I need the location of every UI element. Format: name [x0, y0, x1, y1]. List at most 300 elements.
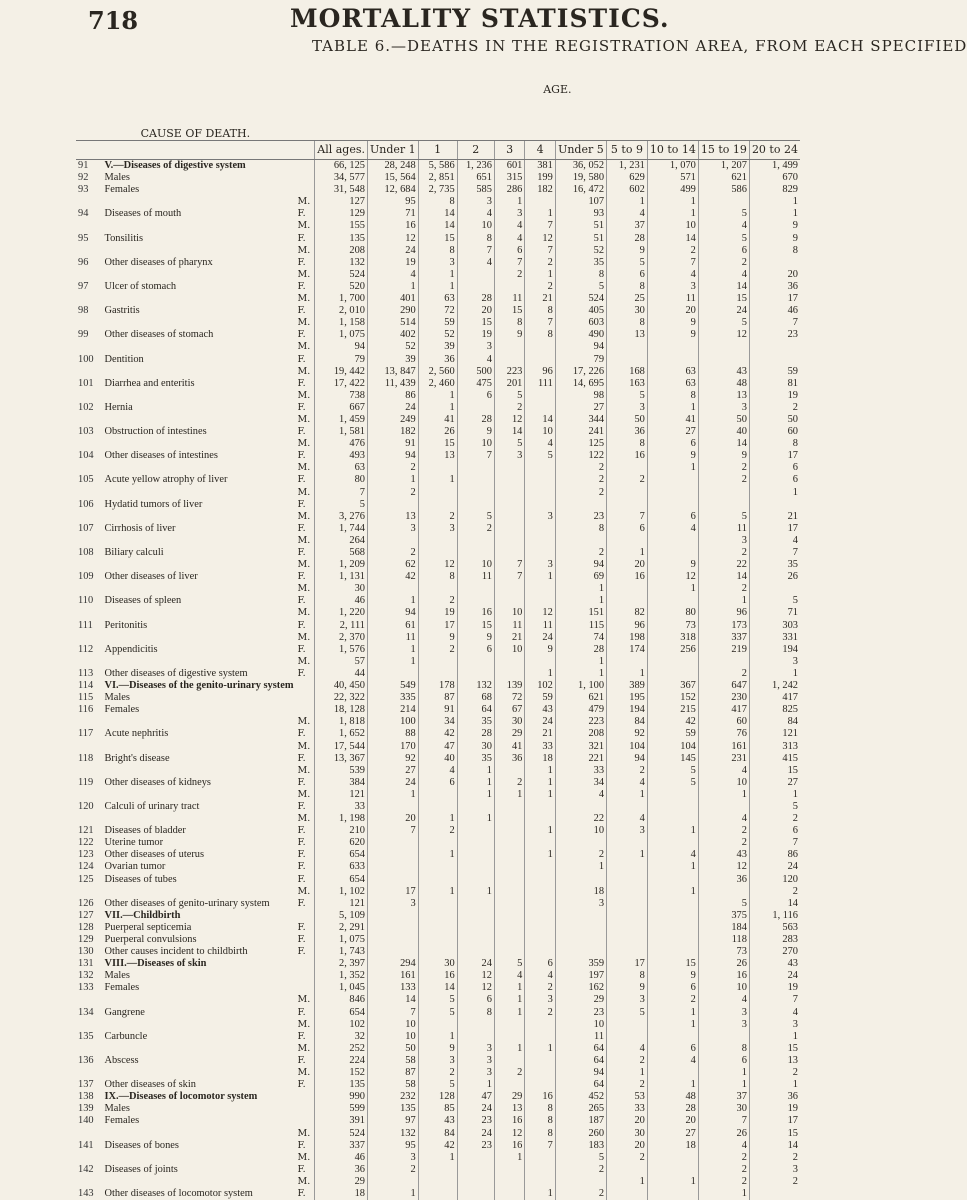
- cell-value: [525, 656, 555, 668]
- sex-label: F.: [296, 595, 315, 607]
- cell-value: 524: [315, 1128, 368, 1140]
- sex-label: M.: [296, 366, 315, 378]
- cell-value: [607, 595, 648, 607]
- table-row: [76, 716, 800, 728]
- sex-label: F.: [296, 801, 315, 813]
- cell-value: 4: [607, 813, 648, 825]
- table-row: [76, 777, 800, 789]
- cell-value: 230: [698, 692, 749, 704]
- cause-label: [102, 317, 295, 329]
- cause-label: [102, 813, 295, 825]
- cell-value: 4: [525, 970, 555, 982]
- table-row: [76, 886, 800, 898]
- cell-value: 24: [367, 402, 418, 414]
- cell-value: [494, 499, 524, 511]
- cell-value: 18: [525, 753, 555, 765]
- row-number: [76, 341, 102, 353]
- cell-value: [607, 837, 648, 849]
- cell-value: 6: [457, 994, 494, 1006]
- cell-value: 8: [607, 438, 648, 450]
- cell-value: [457, 837, 494, 849]
- cell-value: 3: [698, 1007, 749, 1019]
- cell-value: 132: [315, 257, 368, 269]
- table-row: [76, 571, 800, 583]
- cell-value: [607, 922, 648, 934]
- table-row: [76, 305, 800, 317]
- sex-label: F.: [296, 1164, 315, 1176]
- cause-label: VI.—Diseases of the genito-urinary system: [102, 680, 295, 692]
- cell-value: 19: [749, 390, 800, 402]
- cell-value: 654: [315, 849, 368, 861]
- table-row: [76, 257, 800, 269]
- cell-value: [457, 583, 494, 595]
- cell-value: 74: [555, 632, 606, 644]
- cell-value: 241: [555, 426, 606, 438]
- table-row: [76, 1007, 800, 1019]
- cell-value: 32: [315, 1031, 368, 1043]
- cell-value: 1, 198: [315, 813, 368, 825]
- cell-value: 43: [418, 1115, 457, 1127]
- sex-label: F.: [296, 474, 315, 486]
- cause-label: Diseases of mouth: [102, 208, 295, 220]
- cause-label: V.—Diseases of digestive system: [102, 160, 295, 173]
- cell-value: 10: [367, 1031, 418, 1043]
- cell-value: [647, 922, 698, 934]
- row-number: [76, 607, 102, 619]
- cell-value: [749, 257, 800, 269]
- cell-value: 3: [418, 523, 457, 535]
- cell-value: 48: [647, 1091, 698, 1103]
- cell-value: 1, 818: [315, 716, 368, 728]
- cell-value: 4: [647, 849, 698, 861]
- cell-value: 2: [698, 668, 749, 680]
- cell-value: 8: [555, 269, 606, 281]
- cause-label: [102, 366, 295, 378]
- table-row: [76, 1115, 800, 1127]
- cell-value: 7: [494, 571, 524, 583]
- cause-label: Males: [102, 172, 295, 184]
- cell-value: 224: [315, 1055, 368, 1067]
- cell-value: 42: [367, 571, 418, 583]
- cell-value: [367, 583, 418, 595]
- cell-value: 91: [418, 704, 457, 716]
- cell-value: 1: [698, 595, 749, 607]
- cell-value: 2: [494, 1067, 524, 1079]
- cell-value: [555, 946, 606, 958]
- cell-value: 2: [607, 474, 648, 486]
- cell-value: 1: [457, 1079, 494, 1091]
- sex-label: M.: [296, 886, 315, 898]
- cell-value: 1: [607, 789, 648, 801]
- row-number: 123: [76, 849, 102, 861]
- cause-label: [102, 245, 295, 257]
- cell-value: 2: [698, 583, 749, 595]
- cell-value: 33: [315, 801, 368, 813]
- cell-value: [418, 583, 457, 595]
- cause-label: [102, 220, 295, 232]
- sex-label: M.: [296, 716, 315, 728]
- cell-value: [749, 354, 800, 366]
- cell-value: 73: [647, 620, 698, 632]
- cell-value: 5, 109: [315, 910, 368, 922]
- cell-value: 1, 075: [315, 934, 368, 946]
- cause-label: [102, 487, 295, 499]
- cell-value: [525, 499, 555, 511]
- cell-value: 63: [647, 378, 698, 390]
- row-number: 101: [76, 378, 102, 390]
- table-row: [76, 269, 800, 281]
- cell-value: [525, 390, 555, 402]
- cell-value: [457, 1019, 494, 1031]
- table-row: [76, 245, 800, 257]
- table-row: [76, 970, 800, 982]
- cell-value: 7: [525, 220, 555, 232]
- cell-value: [494, 511, 524, 523]
- cell-value: 97: [367, 1115, 418, 1127]
- cause-label: Carbuncle: [102, 1031, 295, 1043]
- row-number: [76, 220, 102, 232]
- cell-value: 107: [555, 196, 606, 208]
- sex-label: F.: [296, 378, 315, 390]
- cell-value: [525, 837, 555, 849]
- cell-value: 9: [647, 559, 698, 571]
- cell-value: [647, 1188, 698, 1200]
- cell-value: 5: [607, 257, 648, 269]
- cell-value: 94: [607, 753, 648, 765]
- column-header: 1: [418, 141, 457, 160]
- cell-value: 1: [494, 196, 524, 208]
- cell-value: 6: [698, 245, 749, 257]
- row-number: 105: [76, 474, 102, 486]
- cell-value: [555, 934, 606, 946]
- cell-value: 231: [698, 753, 749, 765]
- table-row: [76, 523, 800, 535]
- cell-value: 8: [525, 329, 555, 341]
- table-row: [76, 293, 800, 305]
- cell-value: 475: [457, 378, 494, 390]
- cell-value: [607, 898, 648, 910]
- cell-value: 11: [647, 293, 698, 305]
- cell-value: 21: [749, 511, 800, 523]
- cell-value: 1, 207: [698, 160, 749, 173]
- cell-value: 18: [315, 1188, 368, 1200]
- cell-value: 7: [698, 1115, 749, 1127]
- row-number: [76, 1176, 102, 1188]
- cell-value: 13: [749, 1055, 800, 1067]
- cell-value: [457, 934, 494, 946]
- row-number: 131: [76, 958, 102, 970]
- cell-value: 152: [647, 692, 698, 704]
- cell-value: 514: [367, 317, 418, 329]
- cell-value: [494, 1079, 524, 1091]
- cause-label: Biliary calculi: [102, 547, 295, 559]
- cell-value: 1: [607, 547, 648, 559]
- cell-value: 4: [457, 257, 494, 269]
- cell-value: [607, 341, 648, 353]
- row-number: 98: [76, 305, 102, 317]
- cell-value: 1: [647, 1007, 698, 1019]
- cell-value: 28: [555, 644, 606, 656]
- row-number: [76, 293, 102, 305]
- table-row: [76, 922, 800, 934]
- cell-value: 3, 276: [315, 511, 368, 523]
- sex-label: F.: [296, 644, 315, 656]
- sex-label: F.: [296, 777, 315, 789]
- cause-label: [102, 414, 295, 426]
- column-header: 10 to 14: [647, 141, 698, 160]
- cell-value: 3: [418, 1055, 457, 1067]
- cell-value: 2: [698, 837, 749, 849]
- cell-value: 1, 743: [315, 946, 368, 958]
- row-number: 107: [76, 523, 102, 535]
- row-number: 137: [76, 1079, 102, 1091]
- cell-value: [525, 922, 555, 934]
- sex-label: F.: [296, 547, 315, 559]
- cell-value: 2: [367, 1164, 418, 1176]
- row-number: [76, 487, 102, 499]
- cell-value: 92: [367, 753, 418, 765]
- cell-value: 337: [315, 1140, 368, 1152]
- cell-value: 4: [647, 1055, 698, 1067]
- cause-label: Bright's disease: [102, 753, 295, 765]
- cause-label: [102, 789, 295, 801]
- cell-value: 1: [418, 281, 457, 293]
- cell-value: 1: [418, 849, 457, 861]
- sex-label: F.: [296, 450, 315, 462]
- row-number: 92: [76, 172, 102, 184]
- sex-label: F.: [296, 257, 315, 269]
- table-row: [76, 692, 800, 704]
- cell-value: 12: [525, 233, 555, 245]
- cell-value: 1: [647, 1019, 698, 1031]
- cell-value: 1: [647, 886, 698, 898]
- cell-value: 52: [418, 329, 457, 341]
- cell-value: 6: [749, 825, 800, 837]
- table-row: [76, 1140, 800, 1152]
- cell-value: 1: [525, 765, 555, 777]
- table-row: [76, 354, 800, 366]
- cell-value: 19, 442: [315, 366, 368, 378]
- row-number: [76, 813, 102, 825]
- cell-value: 3: [457, 196, 494, 208]
- cell-value: 41: [647, 414, 698, 426]
- row-number: 110: [76, 595, 102, 607]
- cell-value: 7: [647, 257, 698, 269]
- cell-value: 1, 459: [315, 414, 368, 426]
- cell-value: 94: [315, 341, 368, 353]
- cell-value: 44: [315, 668, 368, 680]
- cell-value: 568: [315, 547, 368, 559]
- cause-label: [102, 511, 295, 523]
- cause-label: Abscess: [102, 1055, 295, 1067]
- cell-value: 1: [607, 196, 648, 208]
- cell-value: [607, 1164, 648, 1176]
- row-number: 97: [76, 281, 102, 293]
- table-row: [76, 607, 800, 619]
- cell-value: 1: [647, 583, 698, 595]
- cell-value: 208: [555, 728, 606, 740]
- sex-label: M.: [296, 317, 315, 329]
- sex-label: [296, 172, 315, 184]
- cell-value: 1: [367, 595, 418, 607]
- cell-value: [647, 595, 698, 607]
- cell-value: 84: [418, 1128, 457, 1140]
- cell-value: 415: [749, 753, 800, 765]
- table-row: [76, 1031, 800, 1043]
- cell-value: [525, 523, 555, 535]
- sex-label: F.: [296, 402, 315, 414]
- cell-value: [525, 910, 555, 922]
- cell-value: 4: [647, 523, 698, 535]
- cell-value: 20: [607, 559, 648, 571]
- cell-value: [457, 462, 494, 474]
- sex-label: F.: [296, 861, 315, 873]
- cause-label: Ovarian tumor: [102, 861, 295, 873]
- cell-value: 13: [367, 511, 418, 523]
- cell-value: [367, 535, 418, 547]
- cell-value: 1, 231: [607, 160, 648, 173]
- cell-value: 15: [418, 233, 457, 245]
- cell-value: 738: [315, 390, 368, 402]
- cell-value: [607, 910, 648, 922]
- cell-value: [607, 934, 648, 946]
- cell-value: 8: [457, 233, 494, 245]
- table-row: [76, 402, 800, 414]
- cell-value: [647, 789, 698, 801]
- cause-label: [102, 341, 295, 353]
- cause-label: Other diseases of liver: [102, 571, 295, 583]
- cell-value: [494, 825, 524, 837]
- cell-value: [698, 1031, 749, 1043]
- row-number: 142: [76, 1164, 102, 1176]
- cell-value: 1: [525, 849, 555, 861]
- cell-value: 2, 370: [315, 632, 368, 644]
- cell-value: 1, 075: [315, 329, 368, 341]
- cell-value: 184: [698, 922, 749, 934]
- cause-label: Puerperal septicemia: [102, 922, 295, 934]
- cell-value: 22: [555, 813, 606, 825]
- cell-value: 1: [555, 668, 606, 680]
- table-row: [76, 704, 800, 716]
- cell-value: [494, 1176, 524, 1188]
- column-header: 3: [494, 141, 524, 160]
- cell-value: 132: [457, 680, 494, 692]
- cell-value: 12: [494, 414, 524, 426]
- cell-value: 8: [749, 245, 800, 257]
- cell-value: 4: [647, 269, 698, 281]
- cell-value: 2, 735: [418, 184, 457, 196]
- row-number: 129: [76, 934, 102, 946]
- cell-value: 7: [367, 1007, 418, 1019]
- cell-value: 1: [367, 789, 418, 801]
- cell-value: 155: [315, 220, 368, 232]
- cause-label: Females: [102, 184, 295, 196]
- cell-value: 1: [494, 1043, 524, 1055]
- sex-label: M.: [296, 414, 315, 426]
- cell-value: 5: [698, 898, 749, 910]
- cell-value: [457, 487, 494, 499]
- row-number: 104: [76, 450, 102, 462]
- cell-value: [457, 1188, 494, 1200]
- cause-label: Diseases of bladder: [102, 825, 295, 837]
- column-header: All ages.: [315, 141, 368, 160]
- cell-value: 71: [749, 607, 800, 619]
- row-number: 115: [76, 692, 102, 704]
- cell-value: [607, 861, 648, 873]
- cell-value: 4: [418, 765, 457, 777]
- cell-value: [457, 1176, 494, 1188]
- cell-value: 4: [607, 777, 648, 789]
- cause-label: Obstruction of intestines: [102, 426, 295, 438]
- cell-value: 1: [555, 595, 606, 607]
- table-row: [76, 1176, 800, 1188]
- cell-value: 28: [457, 293, 494, 305]
- cell-value: 1: [749, 668, 800, 680]
- cell-value: 63: [315, 462, 368, 474]
- mortality-table: [76, 60, 800, 1200]
- cell-value: 290: [367, 305, 418, 317]
- cell-value: 59: [749, 366, 800, 378]
- cell-value: 122: [555, 450, 606, 462]
- cause-header-spacer: [76, 141, 315, 160]
- cell-value: [367, 801, 418, 813]
- cell-value: [457, 849, 494, 861]
- cell-value: 135: [367, 1103, 418, 1115]
- cell-value: 35: [555, 257, 606, 269]
- cause-label: Other diseases of pharynx: [102, 257, 295, 269]
- cell-value: 48: [698, 378, 749, 390]
- table-row: [76, 874, 800, 886]
- cell-value: 19: [749, 982, 800, 994]
- cause-label: VIII.—Diseases of skin: [102, 958, 295, 970]
- cell-value: [647, 656, 698, 668]
- cause-label: Puerperal convulsions: [102, 934, 295, 946]
- sex-label: F.: [296, 825, 315, 837]
- cell-value: [494, 523, 524, 535]
- cell-value: 9: [647, 329, 698, 341]
- cell-value: 47: [457, 1091, 494, 1103]
- cell-value: [525, 196, 555, 208]
- cell-value: [555, 499, 606, 511]
- cell-value: [607, 1031, 648, 1043]
- cell-value: 29: [315, 1176, 368, 1188]
- cell-value: 12: [418, 559, 457, 571]
- cell-value: [457, 910, 494, 922]
- cell-value: 1: [418, 1031, 457, 1043]
- sex-label: F.: [296, 946, 315, 958]
- cause-label: Acute nephritis: [102, 728, 295, 740]
- sex-label: F.: [296, 1055, 315, 1067]
- cell-value: 12, 684: [367, 184, 418, 196]
- cell-value: 13: [698, 390, 749, 402]
- cell-value: 4: [367, 269, 418, 281]
- cell-value: 13, 847: [367, 366, 418, 378]
- cell-value: 1: [647, 861, 698, 873]
- cell-value: 41: [494, 741, 524, 753]
- cause-label: Calculi of urinary tract: [102, 801, 295, 813]
- table-row: [76, 462, 800, 474]
- cell-value: [607, 874, 648, 886]
- cell-value: 91: [367, 438, 418, 450]
- cell-value: 183: [555, 1140, 606, 1152]
- cell-value: [457, 946, 494, 958]
- cell-value: 14: [494, 426, 524, 438]
- cell-value: 9: [418, 1043, 457, 1055]
- cell-value: 85: [418, 1103, 457, 1115]
- cell-value: 24: [367, 777, 418, 789]
- cell-value: 2: [555, 1188, 606, 1200]
- cause-label: Other diseases of kidneys: [102, 777, 295, 789]
